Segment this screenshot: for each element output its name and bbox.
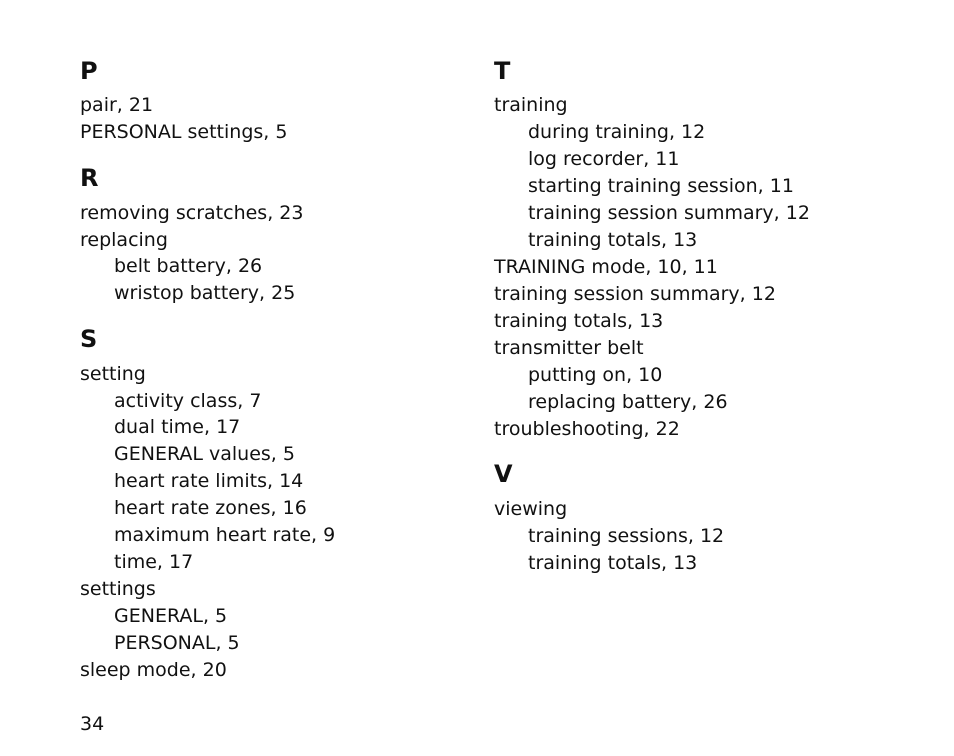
index-subentry: log recorder, 11 [528, 148, 680, 170]
index-subentry: wristop battery, 25 [114, 282, 296, 304]
index-subentry: training totals, 13 [528, 552, 698, 574]
index-subentry: dual time, 17 [114, 416, 241, 438]
index-subentry: heart rate zones, 16 [114, 497, 307, 519]
index-entry: removing scratches, 23 [80, 202, 304, 224]
index-subentry: GENERAL values, 5 [114, 443, 295, 465]
index-subentry: belt battery, 26 [114, 255, 263, 277]
index-entry: replacing [80, 229, 168, 251]
index-subentry: putting on, 10 [528, 364, 663, 386]
index-subentry: time, 17 [114, 551, 194, 573]
index-entry: setting [80, 363, 146, 385]
index-entry: sleep mode, 20 [80, 659, 227, 681]
index-entry: troubleshooting, 22 [494, 418, 680, 440]
page-number: 34 [80, 713, 105, 735]
index-subentry: PERSONAL, 5 [114, 632, 240, 654]
index-subentry: activity class, 7 [114, 390, 262, 412]
index-entry: settings [80, 578, 156, 600]
index-subentry: GENERAL, 5 [114, 605, 228, 627]
index-entry: training session summary, 12 [494, 283, 776, 305]
index-letter-r: R [80, 164, 99, 192]
index-subentry: training session summary, 12 [528, 202, 810, 224]
index-letter-p: P [80, 57, 98, 85]
index-subentry: heart rate limits, 14 [114, 470, 304, 492]
index-subentry: starting training session, 11 [528, 175, 794, 197]
index-entry: PERSONAL settings, 5 [80, 121, 288, 143]
index-entry: viewing [494, 498, 568, 520]
index-subentry: during training, 12 [528, 121, 706, 143]
index-entry: training totals, 13 [494, 310, 664, 332]
index-subentry: maximum heart rate, 9 [114, 524, 336, 546]
index-letter-v: V [494, 460, 513, 488]
index-letter-s: S [80, 325, 98, 353]
index-entry: training [494, 94, 568, 116]
index-letter-t: T [494, 57, 511, 85]
index-subentry: training sessions, 12 [528, 525, 725, 547]
index-entry: TRAINING mode, 10, 11 [494, 256, 718, 278]
index-subentry: replacing battery, 26 [528, 391, 728, 413]
index-entry: transmitter belt [494, 337, 644, 359]
index-entry: pair, 21 [80, 94, 154, 116]
index-subentry: training totals, 13 [528, 229, 698, 251]
